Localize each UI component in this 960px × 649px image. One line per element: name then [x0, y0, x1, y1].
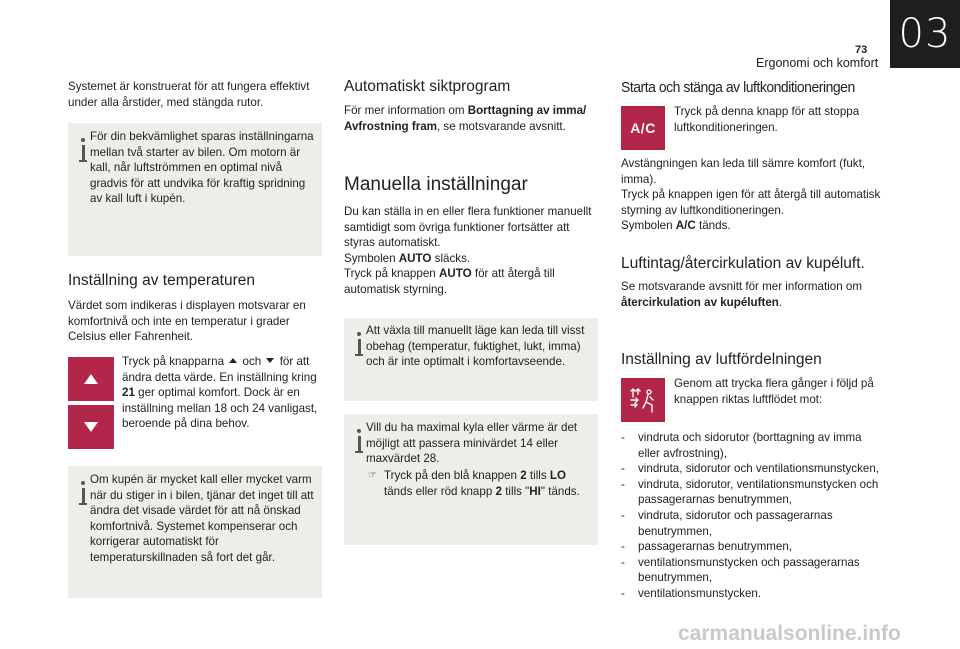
info-text: Om kupén är mycket kall eller mycket varm när du stiger in i bilen, tjänar det inget till att ändra det visade värdet för att nå önskad komfortnivå. Systemet kompenserar och korrigerar automatiskt för temperaturskillnaden så fort det går.: [90, 473, 314, 564]
arrow-down-icon: [84, 422, 98, 432]
temp-up-button[interactable]: [68, 357, 114, 401]
list-item: - passagerarnas benutrymmen,: [621, 539, 883, 555]
air-distribution-icon: [628, 385, 658, 415]
small-down-icon: [266, 358, 274, 363]
info-bullet: ☞ Tryck på den blå knappen 2 tills LO tänds eller röd knapp 2 tills "HI" tänds.: [368, 469, 580, 498]
distribution-list: [621, 430, 883, 602]
ac-button[interactable]: [621, 106, 665, 150]
temperature-button-text: Tryck på knapparna och för att ändra detta värde. En inställning kring 21 ger optimal komfort. Dock är en inställning mellan 18 och 24 vanligast, beroende på dina behov.: [122, 355, 318, 431]
temperature-text: Värdet som indikeras i displayen motsvarar en komfortnivå och inte en temperatur i grader Celsius eller Fahrenheit.: [68, 299, 306, 344]
info-box-memory: [68, 123, 322, 256]
ac-text: Tryck på denna knapp för att stoppa luftkonditioneringen.: [674, 105, 860, 134]
list-item: - vindruta och sidorutor (borttagning av imma eller avfrostning),: [621, 430, 883, 461]
info-icon: [78, 138, 88, 164]
recirculation-heading: Luftintag/återcirkulation av kupéluft.: [621, 255, 865, 272]
watermark: carmanualsonline.info: [678, 622, 901, 645]
intro-text: Systemet är konstruerat för att fungera effektivt under alla årstider, med stängda rutor.: [68, 80, 310, 109]
list-item: - ventilationsmunstycken och passagerarnas benutrymmen,: [621, 555, 883, 586]
info-text: För din bekvämlighet sparas inställningarna mellan två starter av bilen. Om motorn är kall, når luftströmmen en optimal nivå gradvis för att undvika för kraftig spridning av kall luft i kupén.: [90, 130, 314, 206]
manual-settings-heading: Manuella inställningar: [344, 174, 528, 195]
info-text: Att växla till manuellt läge kan leda till visst obehag (temperatur, fuktighet, lukt, imma) och är inte optimalt i komfortavseende.: [366, 324, 585, 369]
info-text: Vill du ha maximal kyla eller värme är det möjligt att passera minivärdet 14 eller maxvärdet 28.: [366, 421, 578, 466]
manual-settings-text: Du kan ställa in en eller flera funktioner manuellt samtidigt som övriga funktioner fortsätter att styras automatiskt. Symbolen AUTO släcks. Tryck på knappen AUTO för att återgå till automatisk styrning.: [344, 205, 592, 296]
list-item: - vindruta, sidorutor och ventilationsmunstycken,: [621, 461, 883, 477]
ac-text-details: Avstängningen kan leda till sämre komfort (fukt, imma). Tryck på knappen igen för att återgå till automatisk styrning av luftkonditioneringen. Symbolen A/C tänds.: [621, 157, 881, 233]
recirculation-text: Se motsvarande avsnitt för mer information om återcirkulation av kupéluften.: [621, 280, 862, 309]
section-title: Ergonomi och komfort: [756, 56, 879, 70]
temperature-heading: Inställning av temperaturen: [68, 272, 255, 289]
page-number: 73: [855, 44, 868, 56]
temp-down-button[interactable]: [68, 405, 114, 449]
info-box-max-values: [344, 414, 598, 545]
air-distribution-button[interactable]: [621, 378, 665, 422]
info-icon: [354, 429, 364, 455]
auto-program-text: För mer information om Borttagning av imma/ Avfrostning fram, se motsvarande avsnitt.: [344, 104, 587, 133]
list-item: - vindruta, sidorutor och passagerarnas benutrymmen,: [621, 508, 883, 539]
arrow-bullet-icon: ☞: [368, 470, 377, 481]
info-icon: [354, 332, 364, 358]
ac-button-label: A/C: [630, 120, 656, 136]
info-box-manual-mode: [344, 318, 598, 401]
distribution-heading: Inställning av luftfördelningen: [621, 351, 822, 368]
list-item: - ventilationsmunstycken.: [621, 586, 883, 602]
auto-program-heading: Automatiskt siktprogram: [344, 78, 511, 95]
distribution-text: Genom att trycka flera gånger i följd på knappen riktas luftflödet mot:: [674, 377, 874, 406]
ac-heading: Starta och stänga av luftkonditioneringen: [621, 79, 855, 96]
chapter-tab: 03: [890, 0, 960, 68]
small-up-icon: [229, 358, 237, 363]
info-icon: [78, 481, 88, 507]
info-box-cold-cabin: [68, 466, 322, 598]
list-item: - vindruta, sidorutor, ventilationsmunstycken och passagerarnas benutrymmen,: [621, 477, 883, 508]
arrow-up-icon: [84, 374, 98, 384]
